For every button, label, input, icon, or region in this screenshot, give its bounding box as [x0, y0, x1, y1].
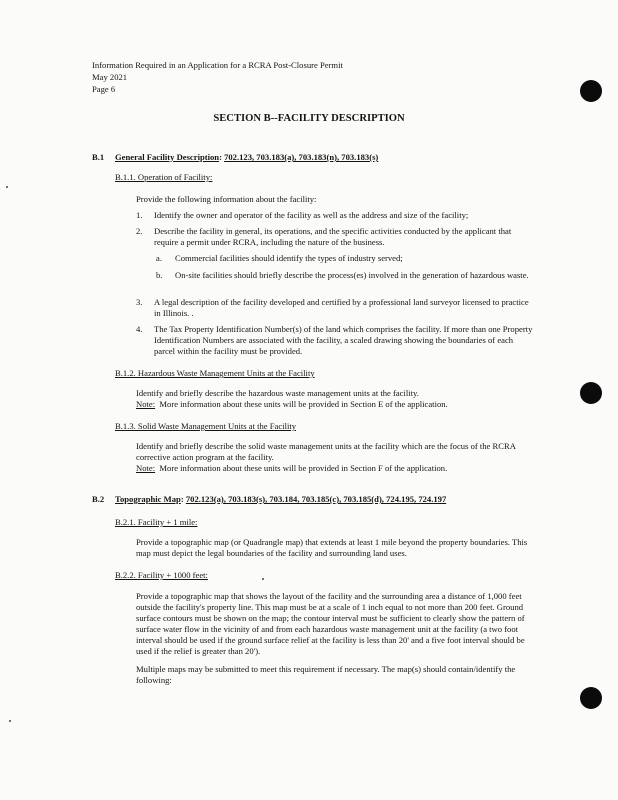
b11-item2b-text: On-site facilities should briefly describe the process(es) involved in the generation of hazardous waste. [175, 270, 529, 280]
b13-heading: B.1.3. Solid Waste Management Units at the Facility [115, 421, 297, 431]
b13-note-label: Note: [136, 463, 156, 473]
b22-body-2: Multiple maps may be submitted to meet this requirement if necessary. The map(s) should contain/identify the following: [136, 664, 516, 685]
binder-hole-top [580, 80, 602, 102]
section-b2-refs: 702.123(a), 703.183(s), 703.184, 703.185(c), 703.185(d), 724.195, 724.197 [185, 494, 447, 504]
scan-speck [262, 578, 264, 580]
b11-item4-text: The Tax Property Identification Number(s) of the land which comprises the facility. If more than one Property Identification Numbers are associated with the facility, a scaled drawing showing the boundaries of each parcel within the facility must be provided. [154, 324, 533, 356]
section-title: SECTION B--FACILITY DESCRIPTION [213, 113, 405, 124]
header-date: May 2021 [92, 72, 128, 82]
b11-item3-text: A legal description of the facility developed and certified by a professional land surveyor licensed to practice in Illinois. . [154, 297, 529, 318]
section-b1-heading: B.1 General Facility Description: 702.123, 703.183(a), 703.183(n), 703.183(s) [92, 152, 379, 162]
section-b2-label: Topographic Map [115, 494, 181, 504]
b13-note-text: More information about these units will be provided in Section F of the application. [159, 463, 448, 473]
b11-item2-text: Describe the facility in general, its operations, and the specific activities conducted by the applicant that require a permit under RCRA, including the nature of the business. [154, 226, 512, 247]
section-b1-label: General Facility Description [115, 152, 220, 162]
b12-note-label: Note: [136, 399, 156, 409]
b11-item4-number: 4. [136, 324, 143, 334]
b12-body [136, 388, 534, 410]
b11-item1-number: 1. [136, 210, 143, 220]
section-b1-number: B.1 [92, 152, 105, 162]
b12-description: Identify and briefly describe the hazardous waste management units at the facility. [136, 388, 419, 398]
b11-item2b-letter: b. [156, 270, 163, 280]
b11-intro: Provide the following information about the facility: [136, 194, 317, 204]
header-page-number: Page 6 [92, 84, 116, 94]
page-header [92, 59, 343, 95]
b13-note [136, 463, 534, 474]
section-b2-number: B.2 [92, 494, 105, 504]
section-b1-refs: 702.123, 703.183(a), 703.183(n), 703.183(s) [224, 152, 379, 162]
binder-hole-bottom [580, 687, 602, 709]
scan-speck [6, 186, 8, 188]
b12-heading: B.1.2. Hazardous Waste Management Units at the Facility [115, 368, 315, 378]
section-b2-heading: B.2 Topographic Map: 702.123(a), 703.183(s), 703.184, 703.185(c), 703.185(d), 724.195, 724.197 [92, 494, 447, 504]
b21-body: Provide a topographic map (or Quadrangle map) that extends at least 1 mile beyond the property boundaries. This map must depict the legal boundaries of the facility and surrounding land uses. [136, 537, 528, 558]
b12-note [136, 399, 534, 410]
scan-speck [9, 720, 11, 722]
b11-item2a-letter: a. [156, 253, 162, 263]
b11-heading: B.1.1. Operation of Facility: [115, 172, 213, 182]
binder-hole-middle [580, 382, 602, 404]
b22-heading: B.2.2. Facility + 1000 feet: [115, 570, 208, 580]
b13-description: Identify and briefly describe the solid waste management units at the facility which are the focus of the RCRA corrective action program at the facility. [136, 441, 516, 462]
b11-item3-number: 3. [136, 297, 143, 307]
b13-body [136, 441, 534, 474]
b11-item1-text: Identify the owner and operator of the facility as well as the address and size of the facility; [154, 210, 469, 220]
b22-body: Provide a topographic map that shows the layout of the facility and the surrounding area a distance of 1,000 feet outside the facility's property line. This map must be at a scale of 1 inch equal to not more than 200 feet. Ground surface contours must be shown on the map; the contour interval must be sufficient to clearly show the pattern of surface water flow in the vicinity of and from each hazardous waste management unit at the facility (a two foot interval should be used if the ground surface relief at the facility is less than 20' and a five foot interval should be used if the relief is greater than 20'). [136, 591, 525, 656]
b11-item2a-text: Commercial facilities should identify the types of industry served; [175, 253, 403, 263]
header-doc-title: Information Required in an Application for a RCRA Post-Closure Permit [92, 60, 343, 70]
b21-heading: B.2.1. Facility + 1 mile: [115, 517, 198, 527]
b12-note-text: More information about these units will be provided in Section E of the application. [159, 399, 448, 409]
b11-item2-number: 2. [136, 226, 143, 236]
